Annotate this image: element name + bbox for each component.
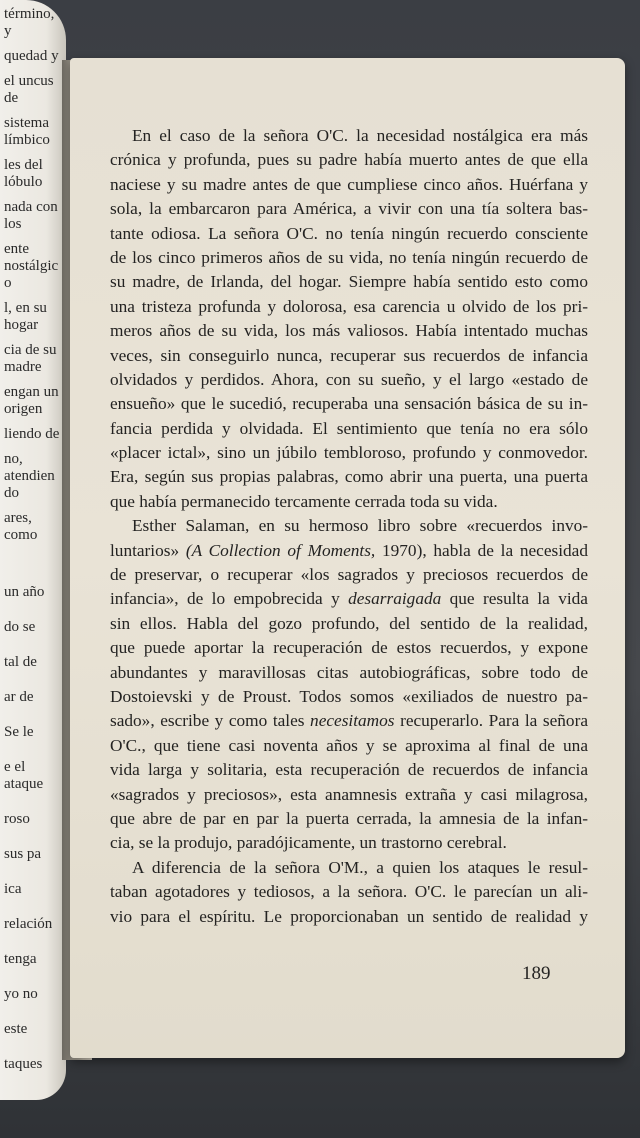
text-segment: sola, la embarcaron para América, a vivir con una tía soltera bas- — [110, 199, 588, 219]
text-segment: una tristeza profunda y dolorosa, esa carencia u olvido de los pri- — [110, 296, 588, 316]
left-page-text-fragment: engan un origen — [4, 384, 59, 417]
book-page — [70, 58, 625, 1058]
left-page-text-fragment: taques — [4, 1056, 43, 1072]
left-page-text-fragment: un año — [4, 584, 45, 600]
text-line — [110, 197, 588, 221]
text-segment: infancia», de lo empobrecida y — [110, 589, 349, 609]
text-line — [110, 148, 588, 172]
facing-left-page — [0, 0, 66, 1100]
text-segment: veces, sin conseguirlo nunca, recuperar sus recuerdos de infancia — [110, 345, 588, 365]
left-page-text-fragment: ica — [4, 881, 22, 897]
text-line — [110, 612, 588, 636]
text-segment: su madre, de Irlanda, del hogar. Siempre había sentido esto como — [110, 272, 588, 292]
text-segment: sin ellos. Habla del gozo profundo, del sentido de la realidad, — [110, 613, 588, 633]
text-line — [110, 392, 588, 416]
text-segment: que puede aportar la recuperación de estos recuerdos, y expone — [110, 638, 588, 658]
left-page-text-fragment: sistema límbico — [4, 115, 50, 148]
text-segment: 1970), habla de la necesidad — [375, 540, 588, 560]
left-page-text-fragment: ar de — [4, 689, 34, 705]
text-segment: «placer ictal», sino un júbilo tembloroso, profundo y conmovedor. — [110, 443, 588, 463]
text-line — [110, 539, 588, 563]
text-line — [110, 905, 588, 929]
italic-text: (A Collection of Moments, — [185, 540, 376, 560]
left-page-lower-text — [4, 584, 62, 1073]
left-page-text-fragment: Se le — [4, 724, 34, 740]
text-segment: Era, según sus propias palabras, como abrir una puerta, una puerta — [110, 467, 588, 487]
text-segment: vida larga y solitaria, esta recuperación de recuerdos de infancia — [110, 760, 588, 780]
left-page-text-fragment: do se — [4, 619, 36, 635]
text-segment: que resulta la vida — [441, 589, 588, 609]
text-segment: taban agotadores y tediosos, a la señora. O'C. le parecían un ali- — [110, 882, 588, 902]
left-page-text-fragment: e el ataque — [4, 759, 44, 792]
text-line — [110, 514, 588, 538]
left-page-upper-text — [4, 6, 62, 544]
text-line — [110, 831, 588, 855]
text-segment: meros años de su vida, los más valiosos. Había intentado muchas — [110, 321, 588, 341]
text-segment: ensueño» que le sucedió, recuperaba una sensación básica de su in- — [110, 394, 588, 414]
left-page-text-fragment: tal de — [4, 654, 37, 670]
text-segment: de preservar, o recuperar «los sagrados y preciosos recuerdos de — [110, 565, 588, 585]
text-line — [110, 709, 588, 733]
text-segment: vio para el espíritu. Le proporcionaban un sentido de realidad y — [110, 906, 588, 926]
left-page-text-fragment: roso — [4, 811, 30, 827]
text-segment: En el caso de la señora O'C. la necesidad nostálgica era más — [132, 126, 588, 145]
text-line — [110, 685, 588, 709]
text-segment: fancia perdida y olvidada. El sentimiento que tenía no era sólo — [110, 418, 588, 438]
left-page-text-fragment: l, en su hogar — [4, 300, 47, 333]
text-line — [110, 344, 588, 368]
text-line — [110, 783, 588, 807]
text-segment: crónica y profunda, pues su padre había muerto antes de que ella — [110, 150, 588, 170]
text-line — [110, 636, 588, 660]
text-segment: naciese y su madre antes de que cumpliese cinco años. Huérfana y — [110, 174, 588, 194]
text-line — [110, 880, 588, 904]
text-line — [110, 124, 588, 148]
text-line — [110, 661, 588, 685]
text-line — [110, 587, 588, 611]
text-line — [110, 734, 588, 758]
left-page-text-fragment: les del lóbulo — [4, 157, 43, 190]
left-page-text-fragment: tenga — [4, 951, 37, 967]
text-line — [110, 563, 588, 587]
text-segment: Dostoievski y de Proust. Todos somos «exiliados de nuestro pa- — [110, 686, 588, 706]
text-line — [110, 465, 588, 489]
text-line — [110, 490, 588, 514]
text-line — [110, 856, 588, 880]
text-line — [110, 295, 588, 319]
left-page-text-fragment: el uncus de — [4, 73, 54, 106]
left-page-text-fragment: ente nostálgico — [4, 241, 59, 291]
left-page-text-fragment: relación — [4, 916, 53, 932]
text-segment: que abre de par en par la puerta cerrada, la amnesia de la infan- — [110, 808, 588, 828]
text-segment: olvidados y perdidos. Ahora, con su sueño, y el largo «estado de — [110, 369, 588, 389]
text-line — [110, 441, 588, 465]
text-segment: O'C., que tiene casi noventa años y se aproxima al final de una — [110, 735, 588, 755]
page-body-text — [110, 124, 588, 929]
left-page-text-fragment: no, atendiendo — [4, 451, 55, 501]
left-page-text-fragment: sus pa — [4, 846, 42, 862]
text-line — [110, 319, 588, 343]
left-page-text-fragment: este — [4, 1021, 28, 1037]
text-line — [110, 270, 588, 294]
text-line — [110, 807, 588, 831]
text-segment: que había permanecido tercamente cerrada toda su vida. — [110, 491, 498, 511]
text-segment: abundantes y maravillosas citas autobiográficas, sobre todo de — [110, 662, 588, 682]
text-segment: cia, se la produjo, paradójicamente, un trastorno cerebral. — [110, 833, 507, 853]
text-line — [110, 173, 588, 197]
left-page-text-fragment: liendo de — [4, 426, 60, 442]
italic-text: necesitamos — [310, 711, 395, 731]
left-page-text-fragment: cia de su madre — [4, 342, 57, 375]
text-segment: tante odiosa. La señora O'C. no tenía ningún recuerdo consciente — [110, 223, 588, 243]
text-segment: de los cinco primeros años de su vida, no tenía ningún recuerdo de — [110, 247, 588, 267]
text-segment: «sagrados y preciosos», esta anamnesis extraña y casi milagrosa, — [110, 784, 588, 804]
left-page-text-fragment: yo no — [4, 986, 38, 1002]
text-line — [110, 417, 588, 441]
page-number: 189 — [522, 963, 551, 984]
text-line — [110, 246, 588, 270]
text-segment: recuperarlo. Para la señora — [394, 711, 588, 731]
text-line — [110, 368, 588, 392]
text-segment: luntarios» — [110, 540, 186, 560]
text-segment: A diferencia de la señora O'M., a quien los ataques le resul- — [132, 857, 588, 877]
left-page-text-fragment: ares, como — [4, 510, 38, 543]
left-page-text-fragment: término, y — [4, 6, 55, 39]
text-line — [110, 222, 588, 246]
text-segment: Esther Salaman, en su hermoso libro sobre «recuerdos invo- — [132, 516, 588, 536]
left-page-text-fragment: quedad y — [4, 48, 59, 64]
text-line — [110, 758, 588, 782]
left-page-text-fragment: nada con los — [4, 199, 58, 232]
text-segment: sado», escribe y como tales — [110, 711, 311, 731]
italic-text: desarraigada — [348, 589, 442, 609]
